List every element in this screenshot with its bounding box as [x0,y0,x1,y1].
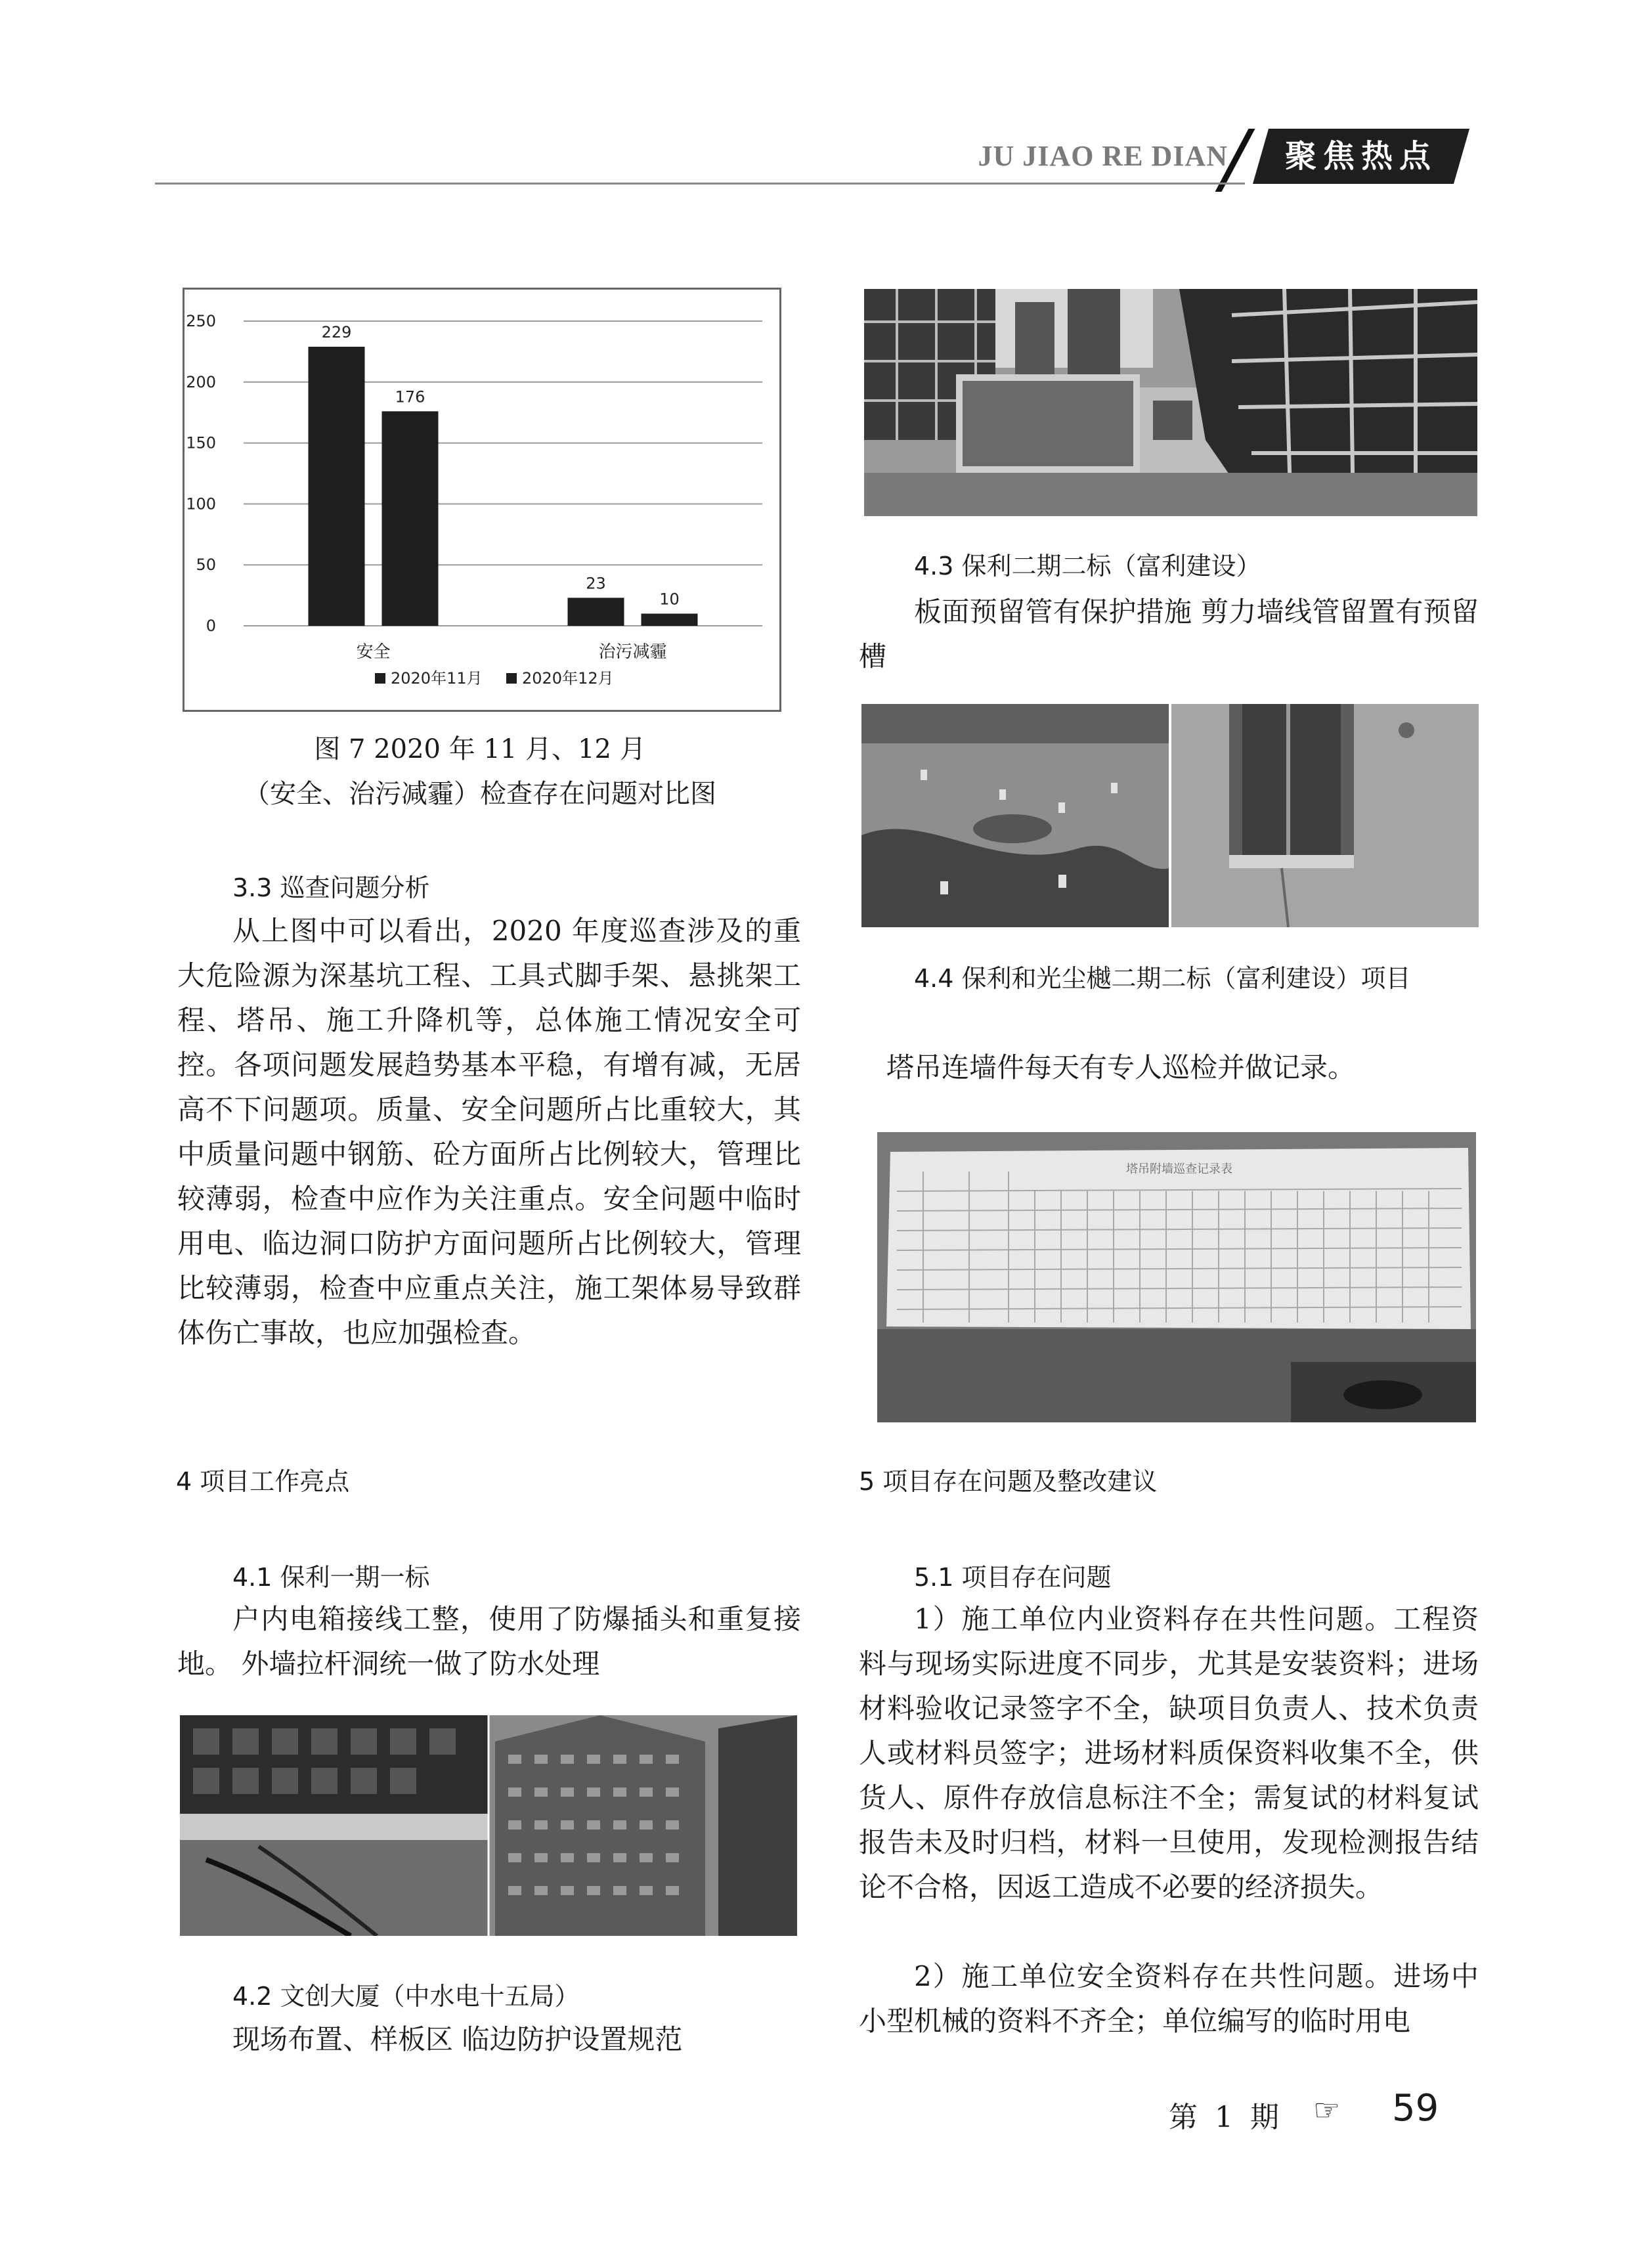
legend-label-1: 2020年12月 [522,669,614,688]
data-label-1-1: 10 [659,590,680,609]
y-tick-label-1: 50 [196,556,216,575]
figure-caption-line1: 图 7 2020 年 11 月、12 月 [314,734,646,764]
paragraph-5-1-item2: 2）施工单位安全资料存在共性问题。进场中小型机械的资料不齐全；单位编写的临时用电 [859,1960,1479,2037]
paragraph-4-1: 户内电箱接线工整，使用了防爆插头和重复接地。 外墙拉杆洞统一做了防水处理 [177,1603,801,1680]
x-tick-label-0: 安全 [356,642,391,662]
page-number: 59 [1392,2087,1439,2130]
heading-4-2: 4.2 文创大厦（中水电十五局） [232,1982,580,2011]
heading-4: 4 项目工作亮点 [176,1467,350,1496]
heading-5-1: 5.1 项目存在问题 [914,1563,1112,1592]
legend-label-0: 2020年11月 [391,669,483,688]
paragraph-4-2: 现场布置、样板区 临边防护设置规范 [232,2023,683,2055]
footer-issue: 第 1 期 [1169,2101,1283,2134]
header-rule [155,183,1245,185]
heading-4-3: 4.3 保利二期二标（富利建设） [914,552,1261,581]
y-tick-label-5: 250 [186,312,216,330]
y-tick-label-3: 150 [186,433,216,452]
heading-3-3: 3.3 巡查问题分析 [232,873,430,902]
legend-swatch-0 [375,673,385,684]
paragraph-4-3: 板面预留管有保护措施 剪力墙线管留置有预留槽 [859,596,1479,672]
photo-inspection-record-sheet [877,1132,1476,1422]
header-pinyin: JU JIAO RE DIAN [978,140,1228,172]
bar-chart [185,290,779,710]
bar-1-0 [568,598,624,626]
pointing-hand-icon: ☞ [1313,2092,1341,2128]
legend-swatch-1 [506,673,517,684]
bar-chart-frame [183,288,781,712]
photo-electric-box-and-facade [180,1715,797,1936]
heading-4-4-line1 [914,959,1479,998]
bar-1-1 [641,613,698,626]
y-tick-label-0: 0 [206,617,216,635]
heading-5: 5 项目存在问题及整改建议 [859,1467,1158,1496]
bar-0-1 [382,411,439,626]
photo-site-sample-area [864,289,1477,516]
bar-0-0 [309,347,365,626]
paragraph-3-3: 从上图中可以看出，2020 年度巡查涉及的重大危险源为深基坑工程、工具式脚手架、悬挑架工程、塔吊、施工升降机等，总体施工情况安全可控。各项问题发展趋势基本平稳，有增有减，无居高不下问题项。质量、安全问题所占比重较大，其中质量问题中钢筋、砼方面所占比例较大，管理比较薄弱，检查中应作为关注重点。安全问题中临时用电、临边洞口防护方面问题所占比例较大，管理比较薄弱，检查中应重点关注，施工架体易导致群体伤亡事故，也应加强检查。 [177,915,801,1349]
photo-slab-pipes-and-wall-groove [861,704,1479,927]
data-label-1-0: 23 [586,574,606,593]
record-sheet-title: 塔吊附墙巡查记录表 [1126,1162,1232,1176]
paragraph-5-1-item1: 1）施工单位内业资料存在共性问题。工程资料与现场实际进度不同步，尤其是安装资料；进场材料验收记录签字不全，缺项目负责人、技术负责人或材料员签字；进场材料质保资料收集不全，供货人、原件存放信息标注不全；需复试的材料复试报告未及时归档，材料一旦使用，发现检测报告结论不合格，因返工造成不必要的经济损失。 [859,1603,1479,1903]
header-section-title: 聚焦热点 [1284,138,1437,175]
heading-4-1: 4.1 保利一期一标 [232,1563,430,1592]
y-tick-label-4: 200 [186,372,216,391]
x-tick-label-1: 治污减霾 [598,642,667,662]
paragraph-4-4: 塔吊连墙件每天有专人巡检并做记录。 [886,1051,1356,1084]
data-label-0-0: 229 [321,322,352,341]
figure-caption-line2: （安全、治污减霾）检查存在问题对比图 [244,779,716,809]
y-tick-label-2: 100 [186,494,216,514]
heading-4-4: 4.4 保利和光尘樾二期二标（富利建设）项目 [914,964,1411,993]
data-label-0-1: 176 [395,387,425,406]
